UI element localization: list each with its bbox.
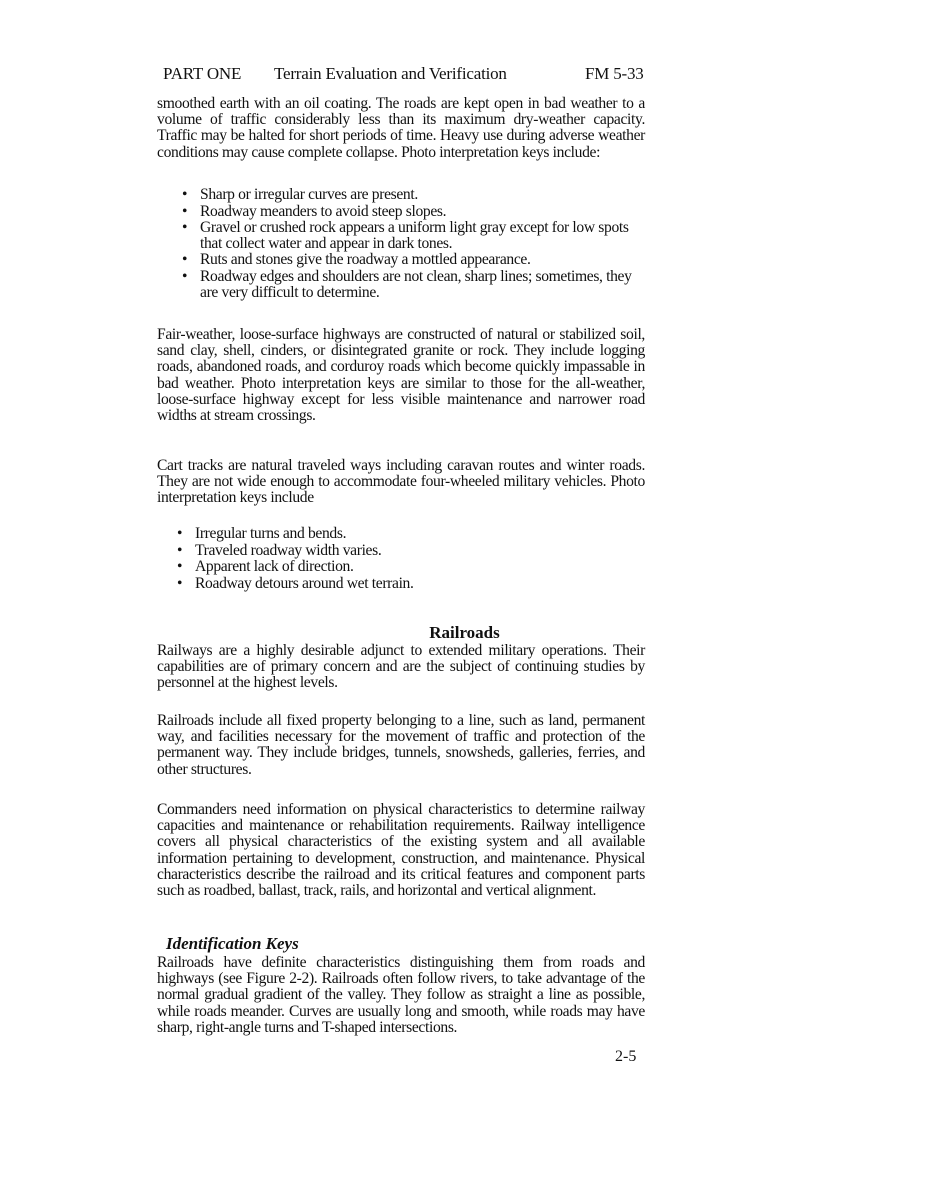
- list-item: • Roadway meanders to avoid steep slopes.: [182, 202, 447, 220]
- bullet-icon: •: [177, 558, 183, 576]
- bullet-icon: •: [177, 574, 183, 592]
- paragraph-fair-weather-highways: Fair-weather, loose-surface highways are constructed of natural or stabilized soil, sand clay, shell, cinders, or disintegrated granite or rock. They include logging roads, abandoned roads, and corduroy roads which become quickly impassable in bad weather. Photo interpretation keys are similar to those for the all-weather, loose-surface highway except for less visible maintenance and narrower road widths at stream crossings.: [157, 326, 645, 425]
- list-item: • Irregular turns and bends.: [177, 525, 347, 542]
- sub-heading: Identification Keys: [166, 934, 299, 953]
- paragraph-railroads-property: Railroads include all fixed property belonging to a line, such as land, permanent way, and facilities necessary for the movement of traffic and protection of the permanent way. They include bridges, tunnels, snowsheds, galleries, ferries, and other structures.: [157, 712, 645, 778]
- list-item: • Roadway detours around wet terrain.: [177, 574, 414, 592]
- bullet-icon: •: [182, 202, 188, 220]
- bullet-icon: •: [182, 267, 188, 285]
- list-item: • Sharp or irregular curves are present.: [182, 186, 418, 203]
- bullet-icon: •: [182, 251, 188, 269]
- header-manual-number: FM 5-33: [585, 64, 644, 83]
- page-number: 2-5: [615, 1048, 637, 1065]
- paragraph-identification-keys: Railroads have definite characteristics distinguishing them from roads and highways (see Figure 2-2). Railroads often follow rivers, to take advantage of the normal gradual gradient of the valley. They follow as straight a line as possible, while roads meander. Curves are usually long and smooth, while roads may have sharp, right-angle turns and T-shaped intersections.: [157, 954, 645, 1036]
- bullet-icon: •: [177, 541, 183, 559]
- list-item: • Ruts and stones give the roadway a mottled appearance.: [182, 251, 531, 269]
- paragraph-railways-intro: Railways are a highly desirable adjunct to extended military operations. Their capabilities are of primary concern and are the subject of continuing studies by personnel at the highest levels.: [157, 642, 645, 692]
- bullet-icon: •: [182, 219, 188, 237]
- bullet-icon: •: [182, 186, 188, 203]
- list-item: • Traveled roadway width varies.: [177, 541, 382, 559]
- paragraph-cart-tracks: Cart tracks are natural traveled ways including caravan routes and winter roads. They are not wide enough to accommodate four-wheeled military vehicles. Photo interpretation keys include: [157, 457, 645, 507]
- bullet-list-interpretation-keys: [182, 187, 642, 301]
- list-item: • Apparent lack of direction.: [177, 558, 354, 576]
- bullet-list-cart-track-keys: [177, 526, 637, 592]
- header-part: PART ONE: [163, 64, 242, 83]
- section-heading: Railroads: [429, 623, 500, 642]
- paragraph-road-maintenance: smoothed earth with an oil coating. The roads are kept open in bad weather to a volume of traffic considerably less than its maximum dry-weather capacity. Traffic may be halted for short periods of time. Heavy use during adverse weather conditions may cause complete collapse. Photo interpretation keys include:: [157, 95, 645, 161]
- header-title: Terrain Evaluation and Verification: [274, 64, 507, 83]
- list-item: • Roadway edges and shoulders are not clean, sharp lines; sometimes, they are very difficult to determine.: [182, 267, 632, 301]
- paragraph-commanders-information: Commanders need information on physical characteristics to determine railway capacities and maintenance or rehabilitation requirements. Railway intelligence covers all physical characteristics of the existing system and all available information pertaining to development, construction, and maintenance. Physical characteristics describe the railroad and its critical features and component parts such as roadbed, ballast, track, rails, and horizontal and vertical alignment.: [157, 801, 645, 900]
- bullet-icon: •: [177, 525, 183, 542]
- list-item: • Gravel or crushed rock appears a uniform light gray except for low spots that collect water and appear in dark tones.: [182, 219, 629, 252]
